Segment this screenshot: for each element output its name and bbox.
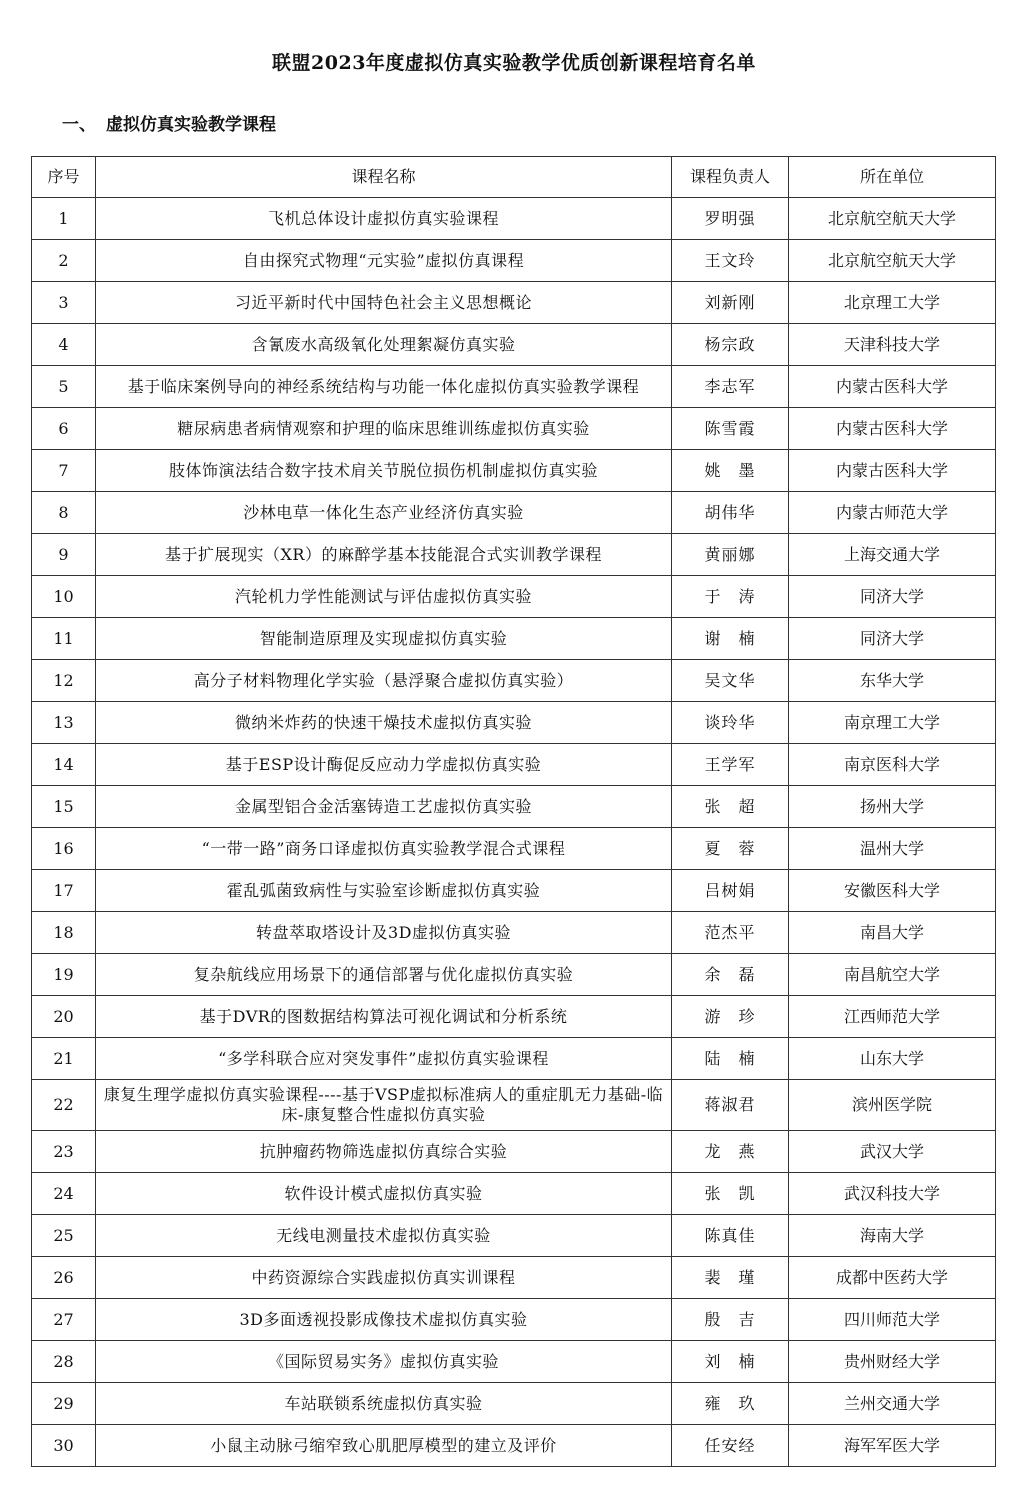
course-name: 中药资源综合实践虚拟仿真实训课程 <box>96 1257 672 1299</box>
course-name: 霍乱弧菌致病性与实验室诊断虚拟仿真实验 <box>96 870 672 912</box>
institution: 海军军医大学 <box>789 1425 996 1467</box>
row-index: 4 <box>32 324 96 366</box>
course-lead: 任安经 <box>672 1425 789 1467</box>
table-row <box>32 240 996 282</box>
institution: 天津科技大学 <box>789 324 996 366</box>
course-name: 小鼠主动脉弓缩窄致心肌肥厚模型的建立及评价 <box>96 1425 672 1467</box>
row-index: 8 <box>32 492 96 534</box>
page-title: 联盟2023年度虚拟仿真实验教学优质创新课程培育名单 <box>272 52 756 74</box>
course-name: 金属型铝合金活塞铸造工艺虚拟仿真实验 <box>96 786 672 828</box>
course-name: 习近平新时代中国特色社会主义思想概论 <box>96 282 672 324</box>
table-row <box>32 1299 996 1341</box>
table-row <box>32 1215 996 1257</box>
table-row <box>32 1038 996 1080</box>
course-name: 软件设计模式虚拟仿真实验 <box>96 1173 672 1215</box>
institution: 成都中医药大学 <box>789 1257 996 1299</box>
table-row <box>32 1341 996 1383</box>
table-row <box>32 954 996 996</box>
table-row <box>32 828 996 870</box>
course-name: 飞机总体设计虚拟仿真实验课程 <box>96 198 672 240</box>
table-row <box>32 576 996 618</box>
table-row <box>32 450 996 492</box>
row-index: 11 <box>32 618 96 660</box>
row-index: 18 <box>32 912 96 954</box>
course-name: 《国际贸易实务》虚拟仿真实验 <box>96 1341 672 1383</box>
table-row <box>32 282 996 324</box>
course-lead: 谈玲华 <box>672 702 789 744</box>
course-name: 基于DVR的图数据结构算法可视化调试和分析系统 <box>96 996 672 1038</box>
row-index: 15 <box>32 786 96 828</box>
course-lead: 刘 楠 <box>672 1341 789 1383</box>
course-name: 基于ESP设计酶促反应动力学虚拟仿真实验 <box>96 744 672 786</box>
row-index: 10 <box>32 576 96 618</box>
course-name: 抗肿瘤药物筛选虚拟仿真综合实验 <box>96 1131 672 1173</box>
section-label: 虚拟仿真实验教学课程 <box>106 115 276 135</box>
table-row <box>32 408 996 450</box>
course-name: 糖尿病患者病情观察和护理的临床思维训练虚拟仿真实验 <box>96 408 672 450</box>
row-index: 12 <box>32 660 96 702</box>
institution: 同济大学 <box>789 618 996 660</box>
table-row <box>32 660 996 702</box>
course-name: 车站联锁系统虚拟仿真实验 <box>96 1383 672 1425</box>
table-row <box>32 1080 996 1131</box>
course-lead: 余 磊 <box>672 954 789 996</box>
course-name: 汽轮机力学性能测试与评估虚拟仿真实验 <box>96 576 672 618</box>
course-name: 自由探究式物理“元实验”虚拟仿真课程 <box>96 240 672 282</box>
row-index: 21 <box>32 1038 96 1080</box>
course-lead: 王学军 <box>672 744 789 786</box>
institution: 东华大学 <box>789 660 996 702</box>
course-lead: 殷 吉 <box>672 1299 789 1341</box>
row-index: 7 <box>32 450 96 492</box>
table-row <box>32 324 996 366</box>
institution: 内蒙古师范大学 <box>789 492 996 534</box>
course-name: 3D多面透视投影成像技术虚拟仿真实验 <box>96 1299 672 1341</box>
course-name: 肢体饰演法结合数字技术肩关节脱位损伤机制虚拟仿真实验 <box>96 450 672 492</box>
row-index: 22 <box>32 1080 96 1131</box>
row-index: 27 <box>32 1299 96 1341</box>
course-lead: 谢 楠 <box>672 618 789 660</box>
institution: 同济大学 <box>789 576 996 618</box>
institution: 南京医科大学 <box>789 744 996 786</box>
table-row <box>32 198 996 240</box>
course-lead: 张 超 <box>672 786 789 828</box>
institution: 山东大学 <box>789 1038 996 1080</box>
institution: 温州大学 <box>789 828 996 870</box>
course-lead: 张 凯 <box>672 1173 789 1215</box>
course-name: 基于临床案例导向的神经系统结构与功能一体化虚拟仿真实验教学课程 <box>96 366 672 408</box>
course-lead: 游 珍 <box>672 996 789 1038</box>
course-name: 沙林电草一体化生态产业经济仿真实验 <box>96 492 672 534</box>
table-row <box>32 1131 996 1173</box>
institution: 南昌大学 <box>789 912 996 954</box>
course-lead: 雍 玖 <box>672 1383 789 1425</box>
institution: 内蒙古医科大学 <box>789 408 996 450</box>
course-lead: 吕树娟 <box>672 870 789 912</box>
table-row <box>32 618 996 660</box>
row-index: 19 <box>32 954 96 996</box>
row-index: 5 <box>32 366 96 408</box>
course-name: 智能制造原理及实现虚拟仿真实验 <box>96 618 672 660</box>
row-index: 9 <box>32 534 96 576</box>
course-lead: 陆 楠 <box>672 1038 789 1080</box>
header-index: 序号 <box>32 157 96 198</box>
table-header-row <box>32 157 996 198</box>
row-index: 1 <box>32 198 96 240</box>
section-heading <box>62 110 276 135</box>
course-lead: 陈雪霞 <box>672 408 789 450</box>
row-index: 28 <box>32 1341 96 1383</box>
row-index: 26 <box>32 1257 96 1299</box>
institution: 江西师范大学 <box>789 996 996 1038</box>
course-name: 高分子材料物理化学实验（悬浮聚合虚拟仿真实验） <box>96 660 672 702</box>
course-lead: 于 涛 <box>672 576 789 618</box>
row-index: 25 <box>32 1215 96 1257</box>
institution: 北京航空航天大学 <box>789 198 996 240</box>
institution: 四川师范大学 <box>789 1299 996 1341</box>
row-index: 29 <box>32 1383 96 1425</box>
institution: 上海交通大学 <box>789 534 996 576</box>
table-row <box>32 1425 996 1467</box>
row-index: 16 <box>32 828 96 870</box>
course-name: 含氰废水高级氧化处理絮凝仿真实验 <box>96 324 672 366</box>
row-index: 30 <box>32 1425 96 1467</box>
course-name: 康复生理学虚拟仿真实验课程----基于VSP虚拟标准病人的重症肌无力基础-临床-康复整合性虚拟仿真实验 <box>96 1080 672 1131</box>
section-number: 一、 <box>62 115 96 135</box>
row-index: 23 <box>32 1131 96 1173</box>
institution: 滨州医学院 <box>789 1080 996 1131</box>
course-table <box>31 156 996 1467</box>
course-lead: 龙 燕 <box>672 1131 789 1173</box>
table-row <box>32 366 996 408</box>
row-index: 14 <box>32 744 96 786</box>
course-lead: 李志军 <box>672 366 789 408</box>
table-row <box>32 534 996 576</box>
row-index: 20 <box>32 996 96 1038</box>
course-lead: 蒋淑君 <box>672 1080 789 1131</box>
header-institution: 所在单位 <box>789 157 996 198</box>
institution: 武汉科技大学 <box>789 1173 996 1215</box>
institution: 北京理工大学 <box>789 282 996 324</box>
table-row <box>32 492 996 534</box>
course-lead: 胡伟华 <box>672 492 789 534</box>
table-row <box>32 1257 996 1299</box>
course-lead: 王文玲 <box>672 240 789 282</box>
row-index: 3 <box>32 282 96 324</box>
institution: 南京理工大学 <box>789 702 996 744</box>
table-row <box>32 786 996 828</box>
institution: 内蒙古医科大学 <box>789 366 996 408</box>
table-row <box>32 744 996 786</box>
institution: 贵州财经大学 <box>789 1341 996 1383</box>
course-lead: 裴 瑾 <box>672 1257 789 1299</box>
course-lead: 姚 墨 <box>672 450 789 492</box>
course-lead: 陈真佳 <box>672 1215 789 1257</box>
table-row <box>32 1173 996 1215</box>
institution: 海南大学 <box>789 1215 996 1257</box>
institution: 北京航空航天大学 <box>789 240 996 282</box>
course-name: 基于扩展现实（XR）的麻醉学基本技能混合式实训教学课程 <box>96 534 672 576</box>
course-name: 复杂航线应用场景下的通信部署与优化虚拟仿真实验 <box>96 954 672 996</box>
institution: 兰州交通大学 <box>789 1383 996 1425</box>
course-name: “多学科联合应对突发事件”虚拟仿真实验课程 <box>96 1038 672 1080</box>
institution: 安徽医科大学 <box>789 870 996 912</box>
course-lead: 夏 蓉 <box>672 828 789 870</box>
course-lead: 罗明强 <box>672 198 789 240</box>
course-lead: 黄丽娜 <box>672 534 789 576</box>
header-course-lead: 课程负责人 <box>672 157 789 198</box>
course-lead: 杨宗政 <box>672 324 789 366</box>
table-row <box>32 912 996 954</box>
table-row <box>32 1383 996 1425</box>
row-index: 6 <box>32 408 96 450</box>
course-lead: 范杰平 <box>672 912 789 954</box>
row-index: 2 <box>32 240 96 282</box>
institution: 南昌航空大学 <box>789 954 996 996</box>
institution: 扬州大学 <box>789 786 996 828</box>
course-lead: 吴文华 <box>672 660 789 702</box>
course-name: 微纳米炸药的快速干燥技术虚拟仿真实验 <box>96 702 672 744</box>
row-index: 24 <box>32 1173 96 1215</box>
course-name: 转盘萃取塔设计及3D虚拟仿真实验 <box>96 912 672 954</box>
header-course-name: 课程名称 <box>96 157 672 198</box>
table-row <box>32 870 996 912</box>
row-index: 13 <box>32 702 96 744</box>
course-lead: 刘新刚 <box>672 282 789 324</box>
table-row <box>32 702 996 744</box>
course-name: “一带一路”商务口译虚拟仿真实验教学混合式课程 <box>96 828 672 870</box>
course-name: 无线电测量技术虚拟仿真实验 <box>96 1215 672 1257</box>
row-index: 17 <box>32 870 96 912</box>
table-row <box>32 996 996 1038</box>
institution: 武汉大学 <box>789 1131 996 1173</box>
institution: 内蒙古医科大学 <box>789 450 996 492</box>
